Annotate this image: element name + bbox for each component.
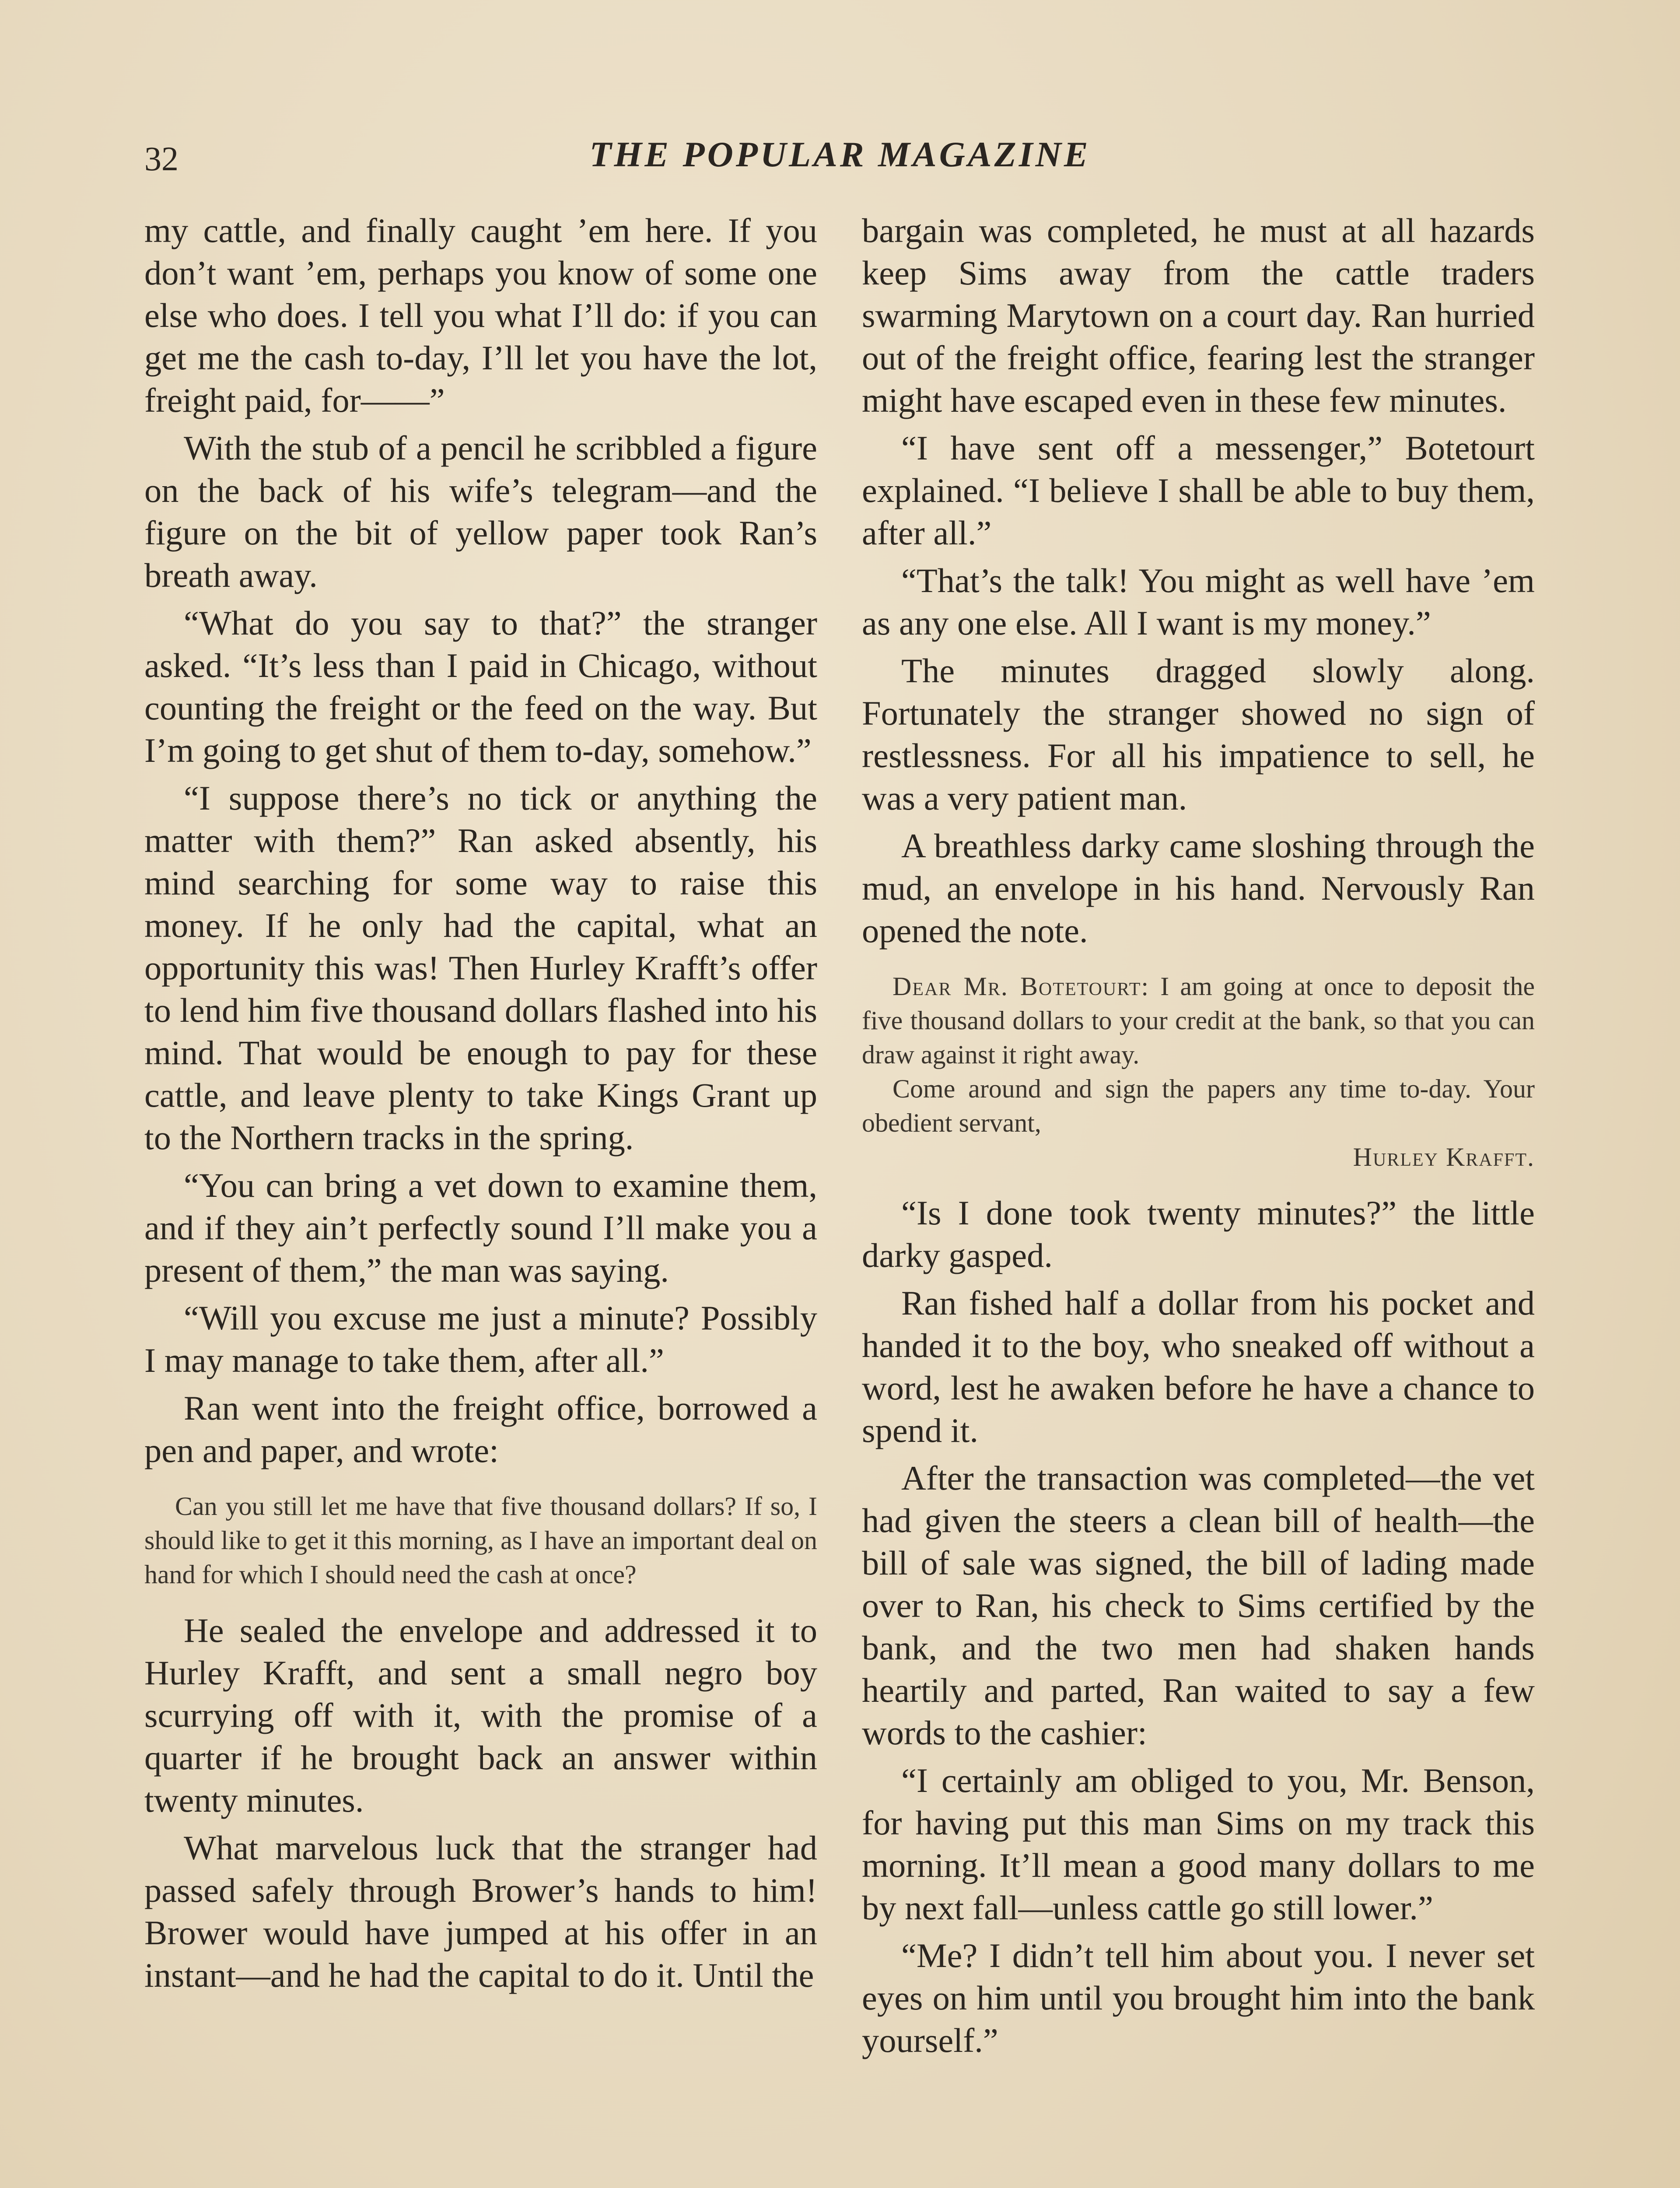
letter-body-text: I am going at once to deposit the five thousand dollars to your credit at the bank, so that you can draw against it right away. — [862, 972, 1535, 1069]
letter-closing: Come around and sign the papers any time to-day. Your obedient servant, — [862, 1074, 1535, 1137]
paragraph: “Will you excuse me just a minute? Possibly I may manage to take them, after all.” — [144, 1299, 817, 1379]
paragraph: “I have sent off a messenger,” Botetourt explained. “I believe I shall be able to buy them, after all.” — [862, 429, 1535, 552]
paragraph: “Is I done took twenty minutes?” the little darky gasped. — [862, 1194, 1535, 1274]
letter-body — [862, 969, 1535, 1072]
paragraph: “I certainly am obliged to you, Mr. Benson, for having put this man Sims on my track this morning. It’ll mean a good many dollars to me by next fall—unless cattle go still lower.” — [862, 1761, 1535, 1927]
letter-salutation: Dear Mr. Botetourt: — [892, 972, 1150, 1001]
paragraph: “That’s the talk! You might as well have ’em as any one else. All I want is my money.” — [862, 561, 1535, 642]
paragraph: “What do you say to that?” the stranger asked. “It’s less than I paid in Chicago, without counting the freight or the feed on the way. But I’m going to get shut of them to-day, somehow.” — [144, 604, 817, 769]
paragraph: Ran fished half a dollar from his pocket and handed it to the boy, who sneaked off without a word, lest he awaken before he have a chance to spend it. — [862, 1284, 1535, 1449]
page-number: 32 — [144, 140, 178, 178]
paragraph: bargain was completed, he must at all hazards keep Sims away from the cattle traders swarming Marytown on a court day. Ran hurried out of the freight office, fearing lest the stranger might have escaped even in these few minutes. — [862, 211, 1535, 419]
paragraph: “Me? I didn’t tell him about you. I never set eyes on him until you brought him into the bank yourself.” — [862, 1936, 1535, 2059]
paragraph: The minutes dragged slowly along. Fortunately the stranger showed no sign of restlessness. For all his impatience to sell, he was a very patient man. — [862, 652, 1535, 817]
paragraph: He sealed the envelope and addressed it to Hurley Krafft, and sent a small negro boy scurrying off with it, with the promise of a quarter if he brought back an answer within twenty minutes. — [144, 1611, 817, 1819]
paragraph: my cattle, and finally caught ’em here. If you don’t want ’em, perhaps you know of some one else who does. I tell you what I’ll do: if you can get me the cash to-day, I’ll let you have the lot, freight paid, for——” — [144, 211, 817, 419]
paragraph: “You can bring a vet down to examine them, and if they ain’t perfectly sound I’ll make you a present of them,” the man was saying. — [144, 1166, 817, 1289]
paragraph: What marvelous luck that the stranger had passed safely through Brower’s hands to him! Brower would have jumped at his offer in an instant—and he had the capital to do it. Until the — [144, 1829, 817, 1994]
written-note — [144, 1489, 817, 1592]
paragraph: After the transaction was completed—the vet had given the steers a clean bill of health—the bill of sale was signed, the bill of lading made over to Ran, his check to Sims certified by the bank, and the two men had shaken hands heartily and parted, Ran waited to say a few words to the cashier: — [862, 1459, 1535, 1752]
letter-signature: Hurley Krafft. — [1353, 1143, 1535, 1171]
reply-letter — [862, 969, 1535, 1174]
right-column — [862, 209, 1535, 2067]
paragraph: With the stub of a pencil he scribbled a figure on the back of his wife’s telegram—and the figure on the bit of yellow paper took Ran’s breath away. — [144, 429, 817, 594]
note-text: Can you still let me have that five thousand dollars? If so, I should like to get it this morning, as I have an important deal on hand for which I should need the cash at once? — [144, 1492, 817, 1589]
paragraph: A breathless darky came sloshing through the mud, an envelope in his hand. Nervously Ran opened the note. — [862, 827, 1535, 950]
running-head: THE POPULAR MAGAZINE — [589, 134, 1091, 174]
paragraph: “I suppose there’s no tick or anything the matter with them?” Ran asked absently, his mind searching for some way to raise this money. If he only had the capital, what an opportunity this was! Then Hurley Krafft’s offer to lend him five thousand dollars flashed into his mind. That would be enough to pay for these cattle, and leave plenty to take Kings Grant up to the Northern tracks in the spring. — [144, 779, 817, 1157]
left-column — [144, 209, 817, 2002]
paragraph: Ran went into the freight office, borrowed a pen and paper, and wrote: — [144, 1389, 817, 1469]
